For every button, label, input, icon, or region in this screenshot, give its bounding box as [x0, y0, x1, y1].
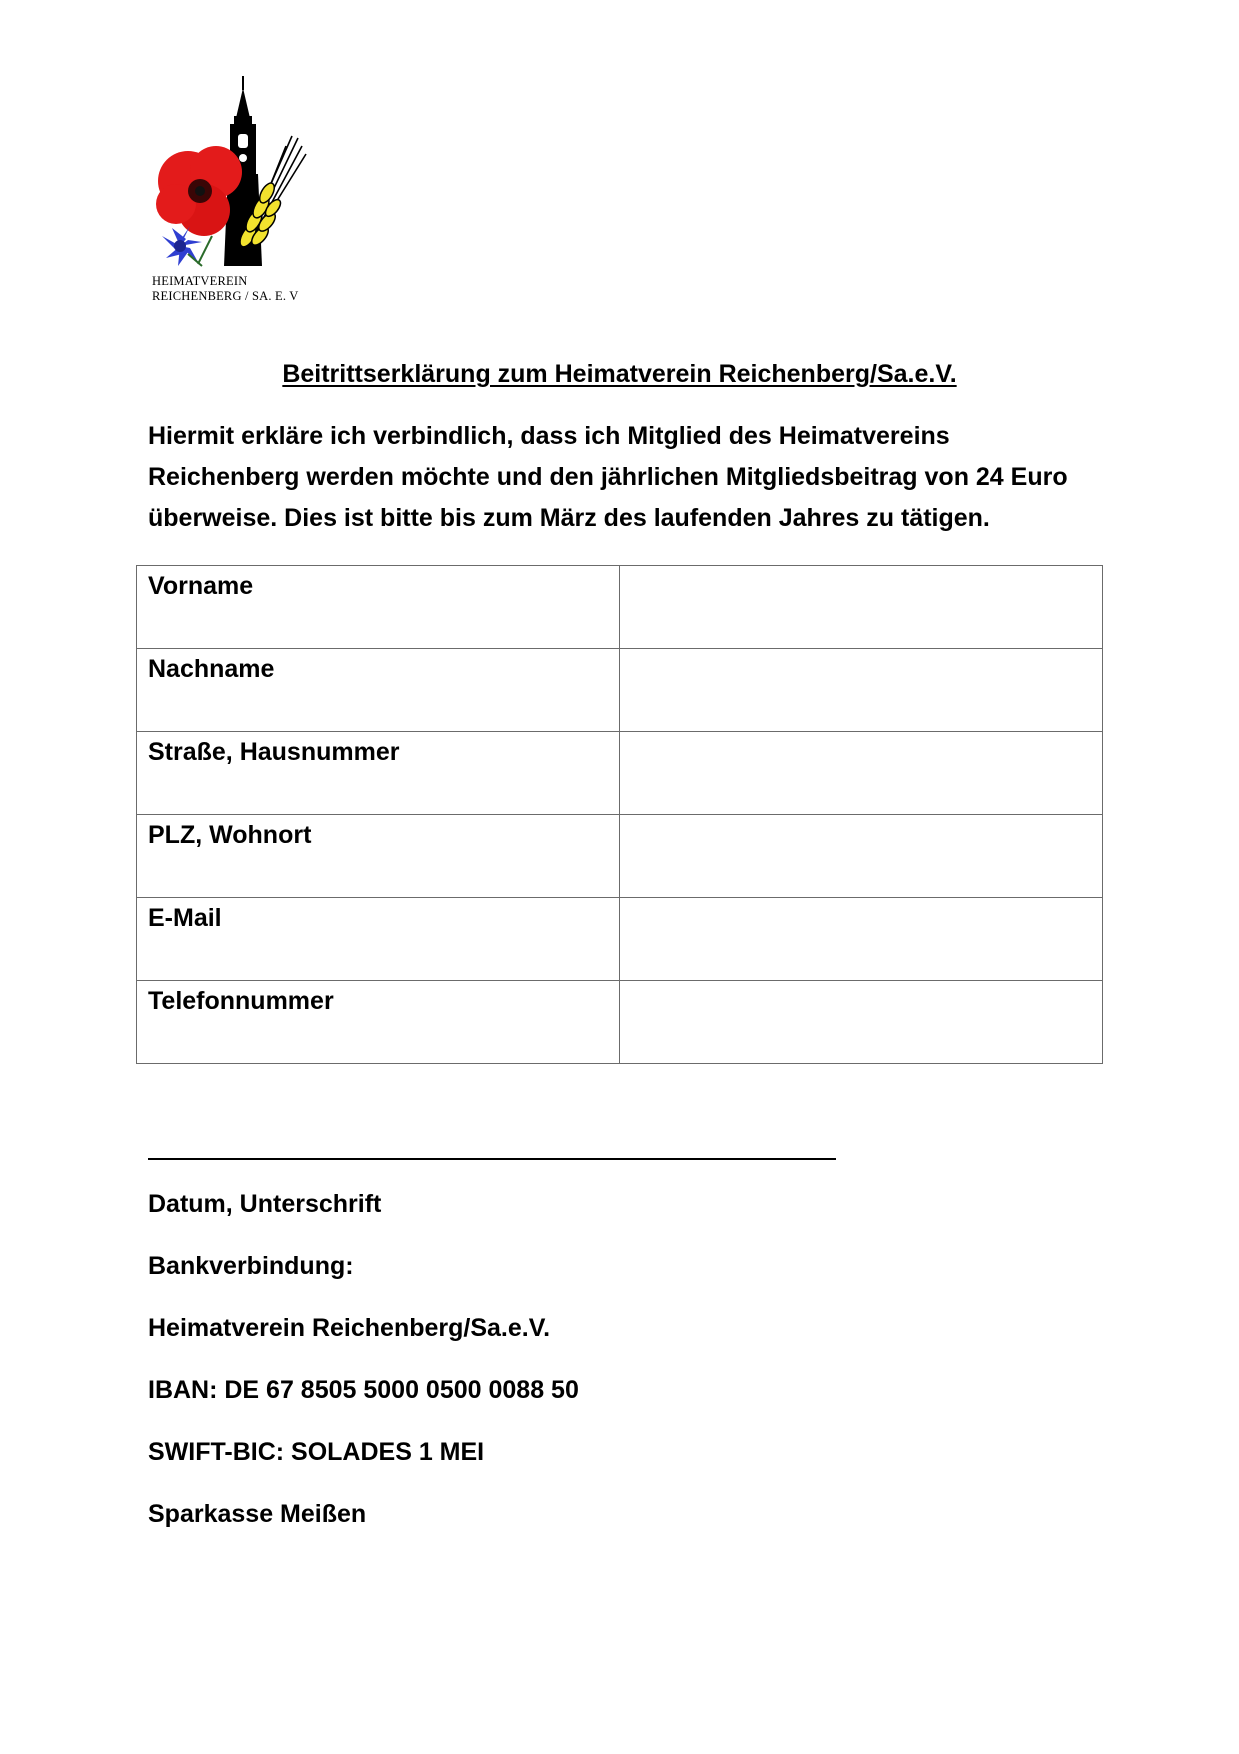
form-label: PLZ, Wohnort [137, 815, 620, 898]
telefon-field[interactable] [620, 981, 1103, 1064]
plz-field[interactable] [620, 815, 1103, 898]
bank-heading: Bankverbindung: [148, 1252, 354, 1280]
account-holder: Heimatverein Reichenberg/Sa.e.V. [148, 1314, 551, 1342]
form-row-strasse [137, 732, 1103, 815]
vorname-field[interactable] [620, 566, 1103, 649]
swift-bic: SWIFT-BIC: SOLADES 1 MEI [148, 1438, 485, 1466]
iban: IBAN: DE 67 8505 5000 0500 0088 50 [148, 1376, 579, 1404]
intro-line: Reichenberg werden möchte und den jährlichen Mitgliedsbeitrag von 24 Euro [148, 463, 1068, 491]
bank-name: Sparkasse Meißen [148, 1500, 367, 1528]
form-row-vorname [137, 566, 1103, 649]
strasse-field[interactable] [620, 732, 1103, 815]
signature-label: Datum, Unterschrift [148, 1190, 382, 1218]
membership-form-table [136, 565, 1103, 1064]
form-row-nachname [137, 649, 1103, 732]
intro-paragraph [148, 416, 1108, 539]
logo-text-line2: REICHENBERG / SA. E. V [152, 289, 299, 303]
form-label: Vorname [137, 566, 620, 649]
form-label: Nachname [137, 649, 620, 732]
intro-line: überweise. Dies ist bitte bis zum März des laufenden Jahres zu tätigen. [148, 504, 990, 532]
logo-text [152, 274, 299, 304]
logo-emblem-icon [150, 76, 310, 276]
form-label: Straße, Hausnummer [137, 732, 620, 815]
email-field[interactable] [620, 898, 1103, 981]
page-title: Beitrittserklärung zum Heimatverein Reichenberg/Sa.e.V. [282, 360, 957, 388]
form-label: Telefonnummer [137, 981, 620, 1064]
nachname-field[interactable] [620, 649, 1103, 732]
club-logo [150, 76, 310, 306]
signature-line[interactable] [148, 1158, 836, 1160]
form-row-email [137, 898, 1103, 981]
form-row-plz [137, 815, 1103, 898]
intro-line: Hiermit erkläre ich verbindlich, dass ich Mitglied des Heimatvereins [148, 422, 950, 450]
form-row-telefon [137, 981, 1103, 1064]
form-label: E-Mail [137, 898, 620, 981]
logo-text-line1: HEIMATVEREIN [152, 274, 248, 288]
